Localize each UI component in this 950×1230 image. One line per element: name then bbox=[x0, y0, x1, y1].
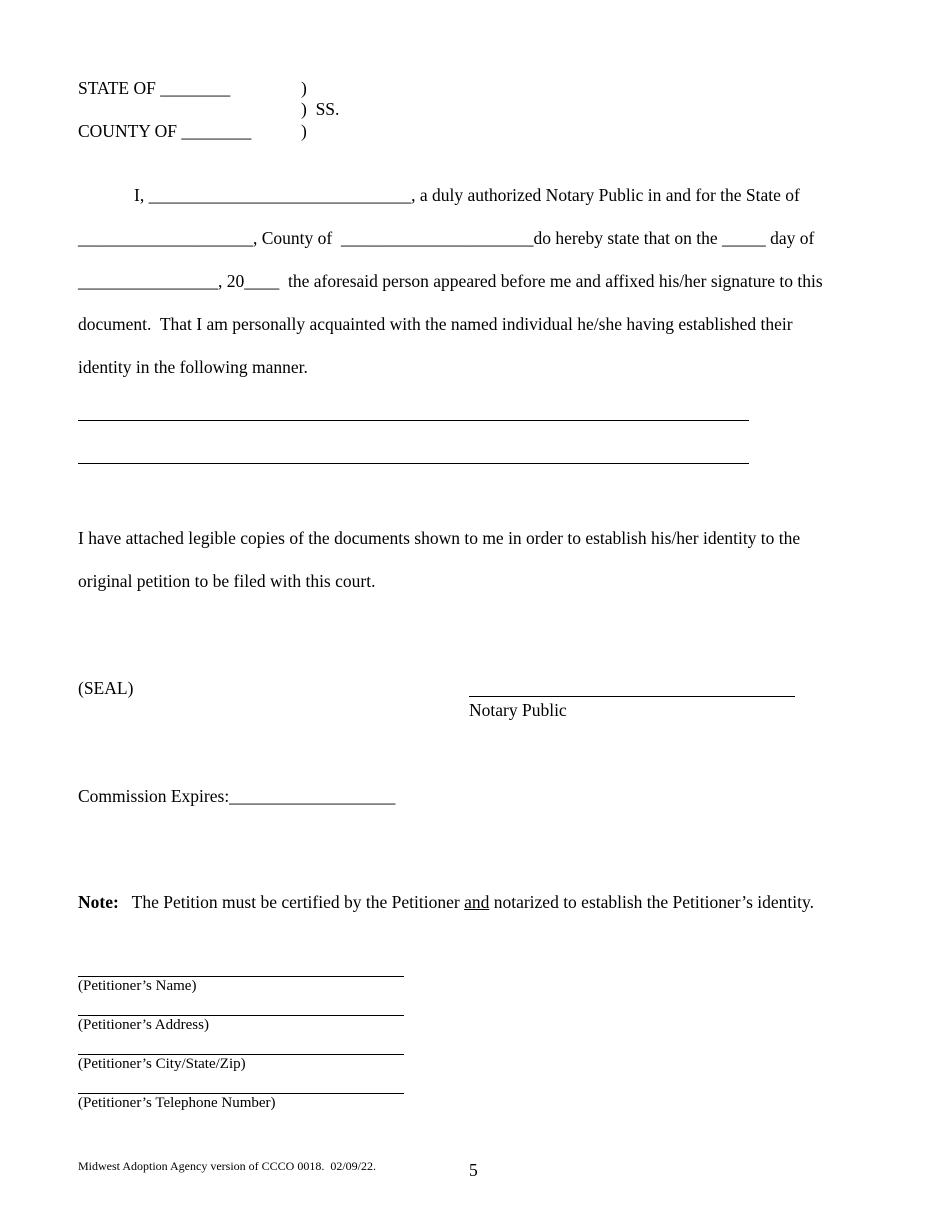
page-number: 5 bbox=[469, 1160, 478, 1180]
footer-version: Midwest Adoption Agency version of CCCO 0018. 02/09/22. bbox=[78, 1159, 376, 1173]
identity-blank-line-1[interactable] bbox=[78, 420, 749, 421]
petitioner-address-label: (Petitioner’s Address) bbox=[78, 1017, 209, 1033]
state-of-line: STATE OF ________ bbox=[78, 78, 231, 98]
petitioner-city-line[interactable] bbox=[78, 1054, 404, 1055]
venue-paren-3: ) bbox=[301, 121, 307, 141]
notary-public-label: Notary Public bbox=[469, 700, 567, 720]
commission-expires-field[interactable]: Commission Expires:___________________ bbox=[78, 786, 396, 806]
statement-line-3: ________________, 20____ the aforesaid person appeared before me and affixed his/her signature to this bbox=[78, 271, 823, 291]
statement-line-4: document. That I am personally acquainted with the named individual he/she having established their bbox=[78, 314, 793, 334]
attached-line-1: I have attached legible copies of the documents shown to me in order to establish his/her identity to the bbox=[78, 528, 801, 548]
petitioner-name-label: (Petitioner’s Name) bbox=[78, 978, 197, 994]
seal-label: (SEAL) bbox=[78, 678, 134, 698]
identity-blank-line-2[interactable] bbox=[78, 463, 749, 464]
notary-signature-line[interactable] bbox=[469, 696, 795, 697]
county-of-line: COUNTY OF ________ bbox=[78, 121, 252, 141]
statement-line-1: I, ______________________________, a duly authorized Notary Public in and for the State of bbox=[134, 185, 800, 205]
note-label: Note: bbox=[78, 892, 119, 912]
note-underlined-and: and bbox=[464, 892, 490, 912]
statement-line-2: ____________________, County of ______________________do hereby state that on the _____ day of bbox=[78, 228, 815, 248]
statement-line-5: identity in the following manner. bbox=[78, 357, 308, 377]
venue-paren-ss: ) SS. bbox=[301, 99, 340, 119]
venue-paren-1: ) bbox=[301, 78, 307, 98]
petitioner-address-line[interactable] bbox=[78, 1015, 404, 1016]
note-text-before: The Petition must be certified by the Petitioner bbox=[131, 892, 465, 912]
note-text-after: notarized to establish the Petitioner’s identity. bbox=[489, 892, 814, 912]
petitioner-name-line[interactable] bbox=[78, 976, 404, 977]
attached-line-2: original petition to be filed with this court. bbox=[78, 571, 376, 591]
note-text bbox=[78, 892, 814, 913]
petitioner-phone-label: (Petitioner’s Telephone Number) bbox=[78, 1095, 276, 1111]
petitioner-phone-line[interactable] bbox=[78, 1093, 404, 1094]
petitioner-city-label: (Petitioner’s City/State/Zip) bbox=[78, 1056, 246, 1072]
